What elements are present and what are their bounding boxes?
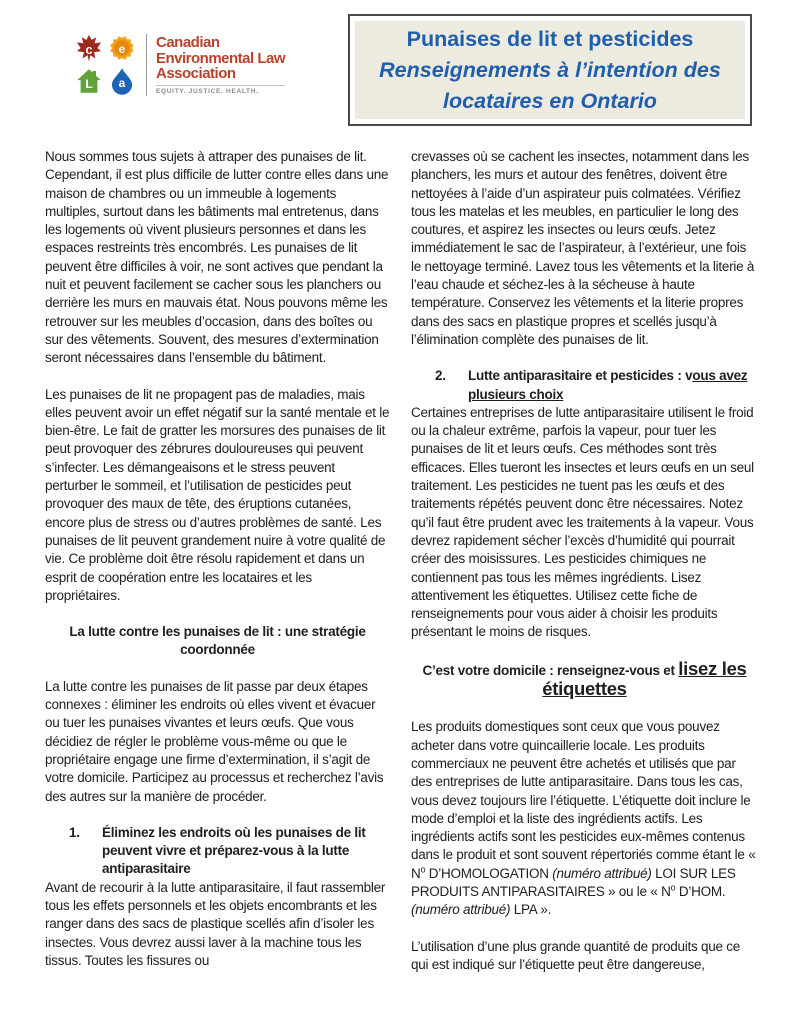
paragraph-overuse-warning: L’utilisation d’une plus grande quantité de produits que ce qui est indiqué sur l’étiquette peut être dangereuse, <box>411 938 740 972</box>
document-title <box>355 21 745 119</box>
org-name-line3: Association <box>156 65 236 82</box>
section-heading-read-labels <box>411 657 758 701</box>
list-item-1 <box>45 824 390 879</box>
org-name-line2: Environmental Law <box>156 49 286 67</box>
house-icon <box>75 67 103 95</box>
logo-tagline: EQUITY. JUSTICE. HEALTH. <box>156 85 285 95</box>
list-item-2 <box>411 367 758 404</box>
paragraph-health-effects: Les punaises de lit ne propagent pas de maladies, mais elles peuvent avoir un effet négatif sur la santé mentale et le bien-être. Le fait de gratter les morsures des punaises de lit peut provoquer des zébrures douloureuses qui peuvent s’infecter. Les démangeaisons et le stress peuvent perturber le sommeil, et l’utilisation de pesticides peut provoquer des maux de tête, des éruptions cutanées, encore plus de stress ou d’autres problèmes de santé. Les punaises de lit peuvent grandement nuire à votre qualité de vie. Ce problème doit être résolu rapidement et dans un esprit de coopération entre les locataires et les propriétaires. <box>45 386 390 603</box>
document-title-box <box>348 14 752 126</box>
title-line-2: Renseignements à l’intention des <box>379 57 721 82</box>
logo-text <box>156 34 285 95</box>
sun-icon <box>108 34 136 62</box>
list-item-1-title: Éliminez les endroits où les punaises de lit peuvent vivre et préparez-vous à la lutte antiparasitaire <box>102 824 366 877</box>
heading-read-labels-emphasis: lisez les étiquettes <box>542 657 747 700</box>
superscript-o: o <box>670 882 676 893</box>
section-heading-strategy: La lutte contre les punaises de lit : une stratégie coordonnée <box>69 624 366 658</box>
two-column-body <box>45 148 758 974</box>
house-letter: L <box>85 77 93 91</box>
list-item-2-number: 2. <box>435 368 446 384</box>
list-item-1-number: 1. <box>69 824 80 840</box>
left-column <box>45 148 390 974</box>
paragraph-preparation: Avant de recourir à la lutte antiparasitaire, il faut rassembler tous les effets personnels et les objets encombrants et les ranger dans des sacs de plastique scellés afin d’isoler les insectes. Vous devrez aussi laver à la machine tous les tissus. Toutes les fissures ou <box>45 879 386 968</box>
list-item-2-title: Lutte antiparasitaire et pesticides : vous avez plusieurs choix <box>468 368 748 402</box>
heading-read-labels-prefix: C’est votre domicile : renseignez-vous et <box>422 662 679 678</box>
title-line-1: Punaises de lit et pesticides <box>406 26 694 51</box>
cela-logo-tiles <box>75 34 136 95</box>
paragraph-two-steps: La lutte contre les punaises de lit passe par deux étapes connexes : éliminer les endroits où elles vivent et évacuer ou tuer les punaises vivantes et leurs œufs. Que vous décidiez de régler le problème vous-même ou que le propriétaire engage une firme d’extermination, il s’agit de votre domicile. Participez au processus et recherchez l’avis des autres sur la manière de procéder. <box>45 678 384 804</box>
maple-leaf-icon <box>75 34 103 62</box>
leaf-letter: c <box>85 41 93 57</box>
right-column <box>411 148 758 974</box>
paragraph-cleaning: crevasses où se cachent les insectes, notamment dans les planchers, les murs et autour des fenêtres, doivent être nettoyées à l’aide d’un aspirateur puis colmatées. Vérifiez tous les matelas et les meubles, en particulier le long des coutures, et aspirez les insectes ou leurs œufs. Jetez immédiatement le sac de l’aspirateur, à l’extérieur, une fois le nettoyage terminé. Lavez tous les vêtements et la literie à l’eau chaude et séchez-les à la sécheuse à haute température. Conservez les vêtements et la literie propres dans des sacs en plastique propres et scellés jusqu’à l’élimination complète des punaises de lit. <box>411 149 755 347</box>
title-line-3: locataires en Ontario <box>443 88 657 113</box>
paragraph-label-info: Les produits domestiques sont ceux que vous pouvez acheter dans votre quincaillerie locale. Les produits commerciaux ne peuvent être achetés et utilisés que par des entreprises de lutte antiparasitaire. Dans tous les cas, vous devez toujours lire l’étiquette. L’étiquette doit inclure le mode d’emploi et la liste des ingrédients actifs. Les ingrédients actifs sont les pesticides eux-mêmes contenus dans le produit et sont souvent répertoriés comme étant le « $N^o$ D’HOMOLOGATION (numéro attribué) LOI SUR LES PRODUITS ANTIPARASITAIRES » ou le « $N^o$ D’HOM. (numéro attribué) LPA ». <box>411 719 756 918</box>
superscript-o: o <box>420 864 426 875</box>
sun-letter: e <box>118 41 126 56</box>
logo-divider <box>146 34 147 96</box>
water-drop-icon <box>108 67 136 95</box>
drop-letter: a <box>118 76 126 90</box>
cela-logo <box>75 34 285 96</box>
org-name-line1: Canadian <box>156 34 220 51</box>
paragraph-intro: Nous sommes tous sujets à attraper des punaises de lit. Cependant, il est plus difficile de lutter contre elles dans une maison de chambres ou un immeuble à logements multiples, surtout dans les bâtiments mal entretenus, dans les logements où vivent plusieurs personnes et dans les espaces restreints très encombrés. Les punaises de lit peuvent être difficiles à voir, ne sont actives que pendant la nuit et peuvent facilement se cacher sous les planchers ou derrière les murs en mauvais état. Nous pouvons même les retrouver sur les meubles d’occasion, dans des boîtes ou sur des vêtements. Souvent, des mesures d’extermination seront nécessaires dans l’ensemble du bâtiment. <box>45 149 389 366</box>
paragraph-pest-control-options: Certaines entreprises de lutte antiparasitaire utilisent le froid ou la chaleur extrême, parfois la vapeur, pour tuer les punaises de lit et leurs œufs. Ces méthodes sont très efficaces. Elles tueront les insectes et leurs œufs en un seul traitement. Les pesticides ne tuent pas les œufs et des traitements répétés peuvent donc être nécessaires. Notez qu’il faut être prudent avec les traitements à la vapeur. Vous devrez rapidement sécher l’excès d’humidité qui pourrait créer des moisissures. Les pesticides chimiques ne contiennent pas tous les mêmes ingrédients. Lisez attentivement les étiquettes. Utilisez cette fiche de renseignements pour vous aider à choisir les produits présentant le moins de risques. <box>411 404 754 640</box>
